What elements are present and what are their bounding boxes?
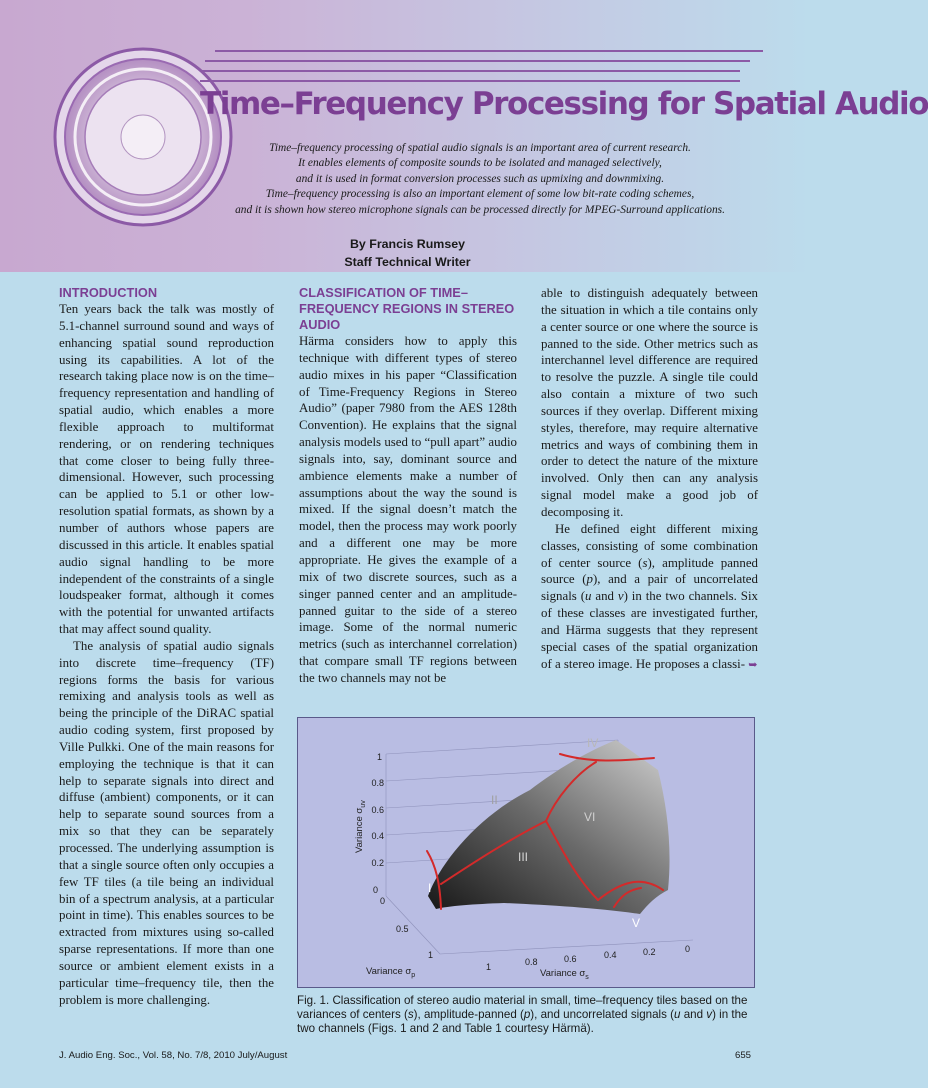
s-tick-label: 1 [486,962,492,972]
z-tick-label: 0.4 [371,831,384,841]
s-tick-label: 0.2 [643,947,656,957]
s-tick-label: 0 [685,944,691,954]
figure-caption: Fig. 1. Classification of stereo audio material in small, time–frequency tiles based on the variances of centers (s), amplitude-panned (p), and uncorrelated signals (u and v) in the two channels (Figs. 1 and 2 and Table 1 courtesy Härmä). [297,994,748,1036]
author-role: Staff Technical Writer [344,254,471,269]
s-tick-label: 0.8 [525,957,538,967]
article-title: Time–Frequency Processing for Spatial Audio [200,86,928,122]
p-tick-label: 0.5 [396,924,409,934]
paragraph: able to distinguish adequately between the situation in which a tile contains only a center source or one where the source is panned to the side. Other metrics such as interchannel level difference are required to resolve the puzzle. A single tile could also contain a mixture of two such sources if they overlap. Different mixing styles, therefore, may require alternative metrics and ways of combining them in order to detect the nature of the mixture involved. Only then can any analysis signal model make a good job of decomposing it. [541,286,758,519]
section-heading-classification: CLASSIFICATION OF TIME–FREQUENCY REGIONS IN STEREO AUDIO [299,285,515,332]
region-label-II: II [491,793,498,807]
region-label-I: I [428,881,432,895]
title-rule-2 [205,60,750,62]
z-tick-label: 1 [376,752,382,762]
paragraph: Ten years back the talk was mostly of 5.1-channel surround sound and ways of enhancing spatial sound reproduction using its capabilities. A lot of the research taking place now is on the time–frequency representation and handling of spatial audio, which enables a more flexible approach to multiformat rendering, or on rendering techniques that come closer to being fully three-dimensional. However, such processing can be applied to 5.1 or other low-resolution spatial formats, as shown by a number of authors whose papers are discussed in this article. It enables spatial audio signal handling to be more independent of the constraints of a single loudspeaker format, although it comes with the potential for unwanted artifacts that may affect sound quality. [59,302,274,637]
x-axis-label: Variance $\sigma_p$ [366,966,416,979]
deck-line: and it is used in format conversion processes such as upmixing and downmixing. [295,172,665,185]
deck-line: Time–frequency processing of spatial audio signals is an important area of current research. [269,142,691,154]
z-tick-label: 0.2 [371,858,384,868]
paragraph: Härma considers how to apply this technique with different types of stereo audio mixes in his paper “Classification of Time-Frequency Regions in Stereo Audio” (paper 7980 from the AES 128th Convention). He explains that the signal analysis models used to “pull apart” audio signals into, say, dominant source and ambience elements make a number of assumptions about the way the sound is mixed. If the signal doesn’t match the model, then the process may work poorly and a different one may be more appropriate. He gives the example of a mix of two discrete sources, such as a singer panned center and an amplitude-panned guitar to the side of a stereo image. Some of the normal numeric metrics (such as interchannel correlation) that compare small TF regions between the two channels may not be [299,334,517,685]
z-tick-label: 0.8 [371,778,384,788]
page-number: 655 [735,1050,752,1061]
title-rule-3 [200,70,740,72]
continue-arrow-icon: ➥ [748,657,758,671]
p-tick-label: 0 [380,896,386,906]
column-2 [299,285,517,687]
column-1 [59,285,274,1008]
figure-1-plot [298,718,754,987]
title-rule-4 [200,80,740,82]
p-tick-label: 1 [428,950,434,960]
deck-line: It enables elements of composite sounds to be isolated and managed selectively, [298,157,662,170]
article-deck [200,141,760,218]
y-axis-label: Variance $\sigma_s$ [540,968,589,981]
region-label-V: V [632,916,641,930]
journal-citation: J. Audio Eng. Soc., Vol. 58, No. 7/8, 2010 July/August [59,1050,288,1061]
paragraph: The analysis of spatial audio signals into discrete time–frequency (TF) regions forms the basis for various remixing and analysis tools as well as being the principle of the DiRAC spatial audio coding system, first proposed by Ville Pulkki. One of the main reasons for employing the technique is that it can help to separate signals into direct and diffuse (ambient) components, or it can help to separate sound sources from a mix so that they can be separately processed. The underlying assumption is that a single source often only occupies a few TF tiles (a tile being an individual bin of a spectrum analysis, at a particular point in time). This enables sources to be extracted from mixtures using so-called sparse representations. If more than one source or ambient element exists in a particular time–frequency tile, then the problem is more challenging. [59,638,274,1007]
region-label-III: III [518,850,529,864]
deck-line: and it is shown how stereo microphone signals can be processed directly for MPEG-Surround applications. [235,203,725,216]
z-axis-label: Variance $\sigma_{uv}$ [354,800,367,853]
region-label-VI: VI [584,810,596,824]
region-label-IV: IV [587,736,599,750]
paragraph: He defined eight different mixing classes, consisting of some combination of center source (s), amplitude panned source (p), and a pair of uncorrelated signals (u and v) in the two channels. Six of these classes are investigated further, and Härma suggests that they represent special cases of the spatial organization of a stereo image. He proposes a classi- ➥ [541,521,758,671]
section-heading-introduction: INTRODUCTION [59,285,158,300]
title-rule-1 [215,50,763,52]
author-name: By Francis Rumsey [349,237,465,251]
figure-1 [297,717,755,988]
z-tick-label: 0 [372,885,378,895]
z-tick-label: 0.6 [371,805,384,815]
s-tick-label: 0.4 [604,950,617,960]
byline [270,236,545,271]
deck-line: Time–frequency processing is also an important element of some low bit-rate coding schemes, [265,188,695,201]
s-tick-label: 0.6 [564,954,577,964]
column-3 [541,285,758,673]
